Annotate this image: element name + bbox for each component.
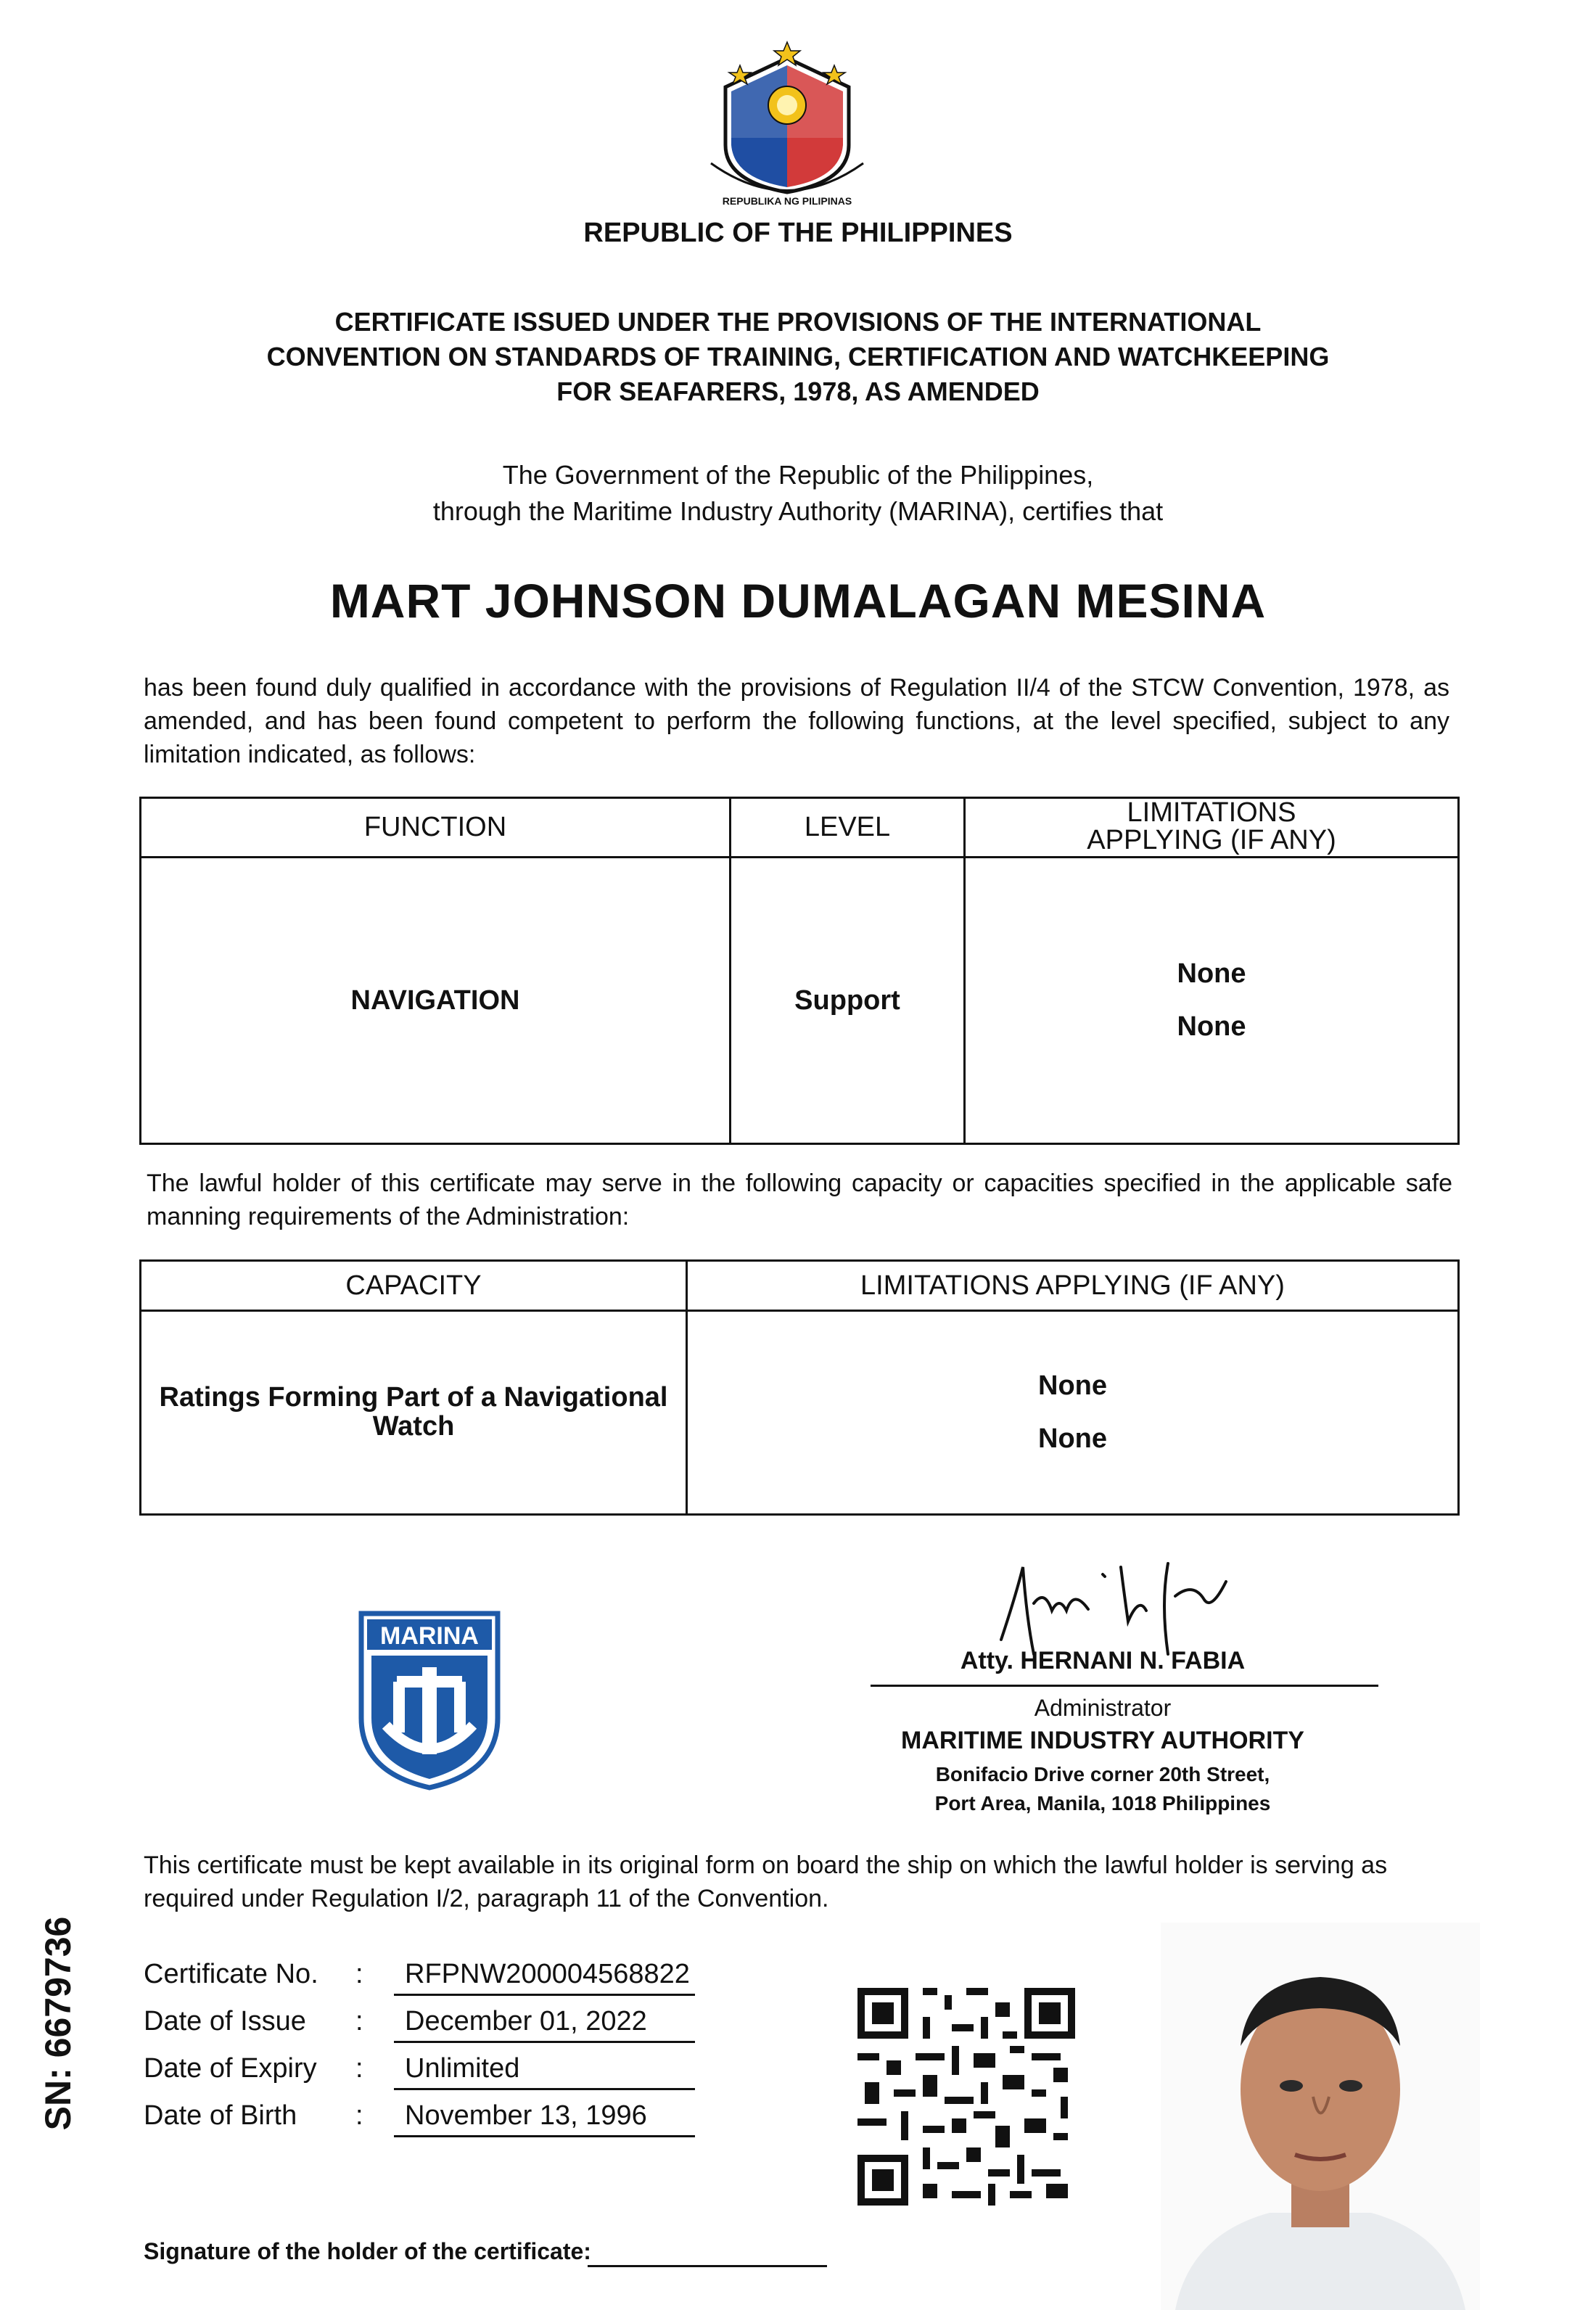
administrator-title: Administrator <box>1034 1695 1172 1721</box>
intro-line: through the Maritime Industry Authority (MARINA), certifies that <box>432 496 1164 526</box>
holder-photo <box>1161 1923 1480 2310</box>
certificate-number: RFPNW200004568822 <box>405 1959 690 1989</box>
detail-colon: : <box>355 2053 363 2084</box>
address-line: Port Area, Manila, 1018 Philippines <box>934 1792 1271 1814</box>
keep-on-board-notice: This certificate must be kept available in its original form on board the ship on which the lawful holder is serving as required under Regulation I/2, paragraph 11 of the Convention. <box>144 1851 1388 1912</box>
capacity-text: Ratings Forming Part of a Navigational Watch <box>159 1382 668 1442</box>
title-line: CONVENTION ON STANDARDS OF TRAINING, CERTIFICATION AND WATCHKEEPING <box>266 342 1330 371</box>
table-row <box>141 858 1459 1144</box>
limitations-header: LIMITATIONS APPLYING (IF ANY) <box>1087 797 1336 855</box>
intro-line: The Government of the Republic of the Philippines, <box>502 460 1094 490</box>
detail-label: Date of Birth <box>144 2100 297 2131</box>
limitation-value: None <box>1038 1423 1107 1454</box>
holder-name: MART JOHNSON DUMALAGAN MESINA <box>329 574 1267 628</box>
limitation-value: None <box>1038 1370 1107 1401</box>
column-header: LIMITATIONS APPLYING (IF ANY) <box>687 1261 1459 1311</box>
qualification-statement: has been found duly qualified in accordance with the provisions of Regulation II/4 of the STCW Convention, 1978, as amended, and has been found competent to perform the following functions, at the level specified, subject to any limitation indicated, as follows: <box>144 674 1449 768</box>
intro-statement <box>218 457 1378 530</box>
address-line: Bonifacio Drive corner 20th Street, <box>935 1763 1270 1785</box>
title-line: FOR SEAFARERS, 1978, AS AMENDED <box>556 377 1040 406</box>
philippine-seal-icon <box>696 36 878 214</box>
serial-number: SN: 6679736 <box>38 1916 78 2131</box>
detail-colon: : <box>355 2006 363 2036</box>
limitations-cell <box>687 1311 1459 1515</box>
capacity-value <box>141 1311 687 1515</box>
date-of-expiry: Unlimited <box>405 2053 520 2084</box>
capacity-table <box>139 1259 1460 1516</box>
holder-signature-line <box>588 2265 827 2267</box>
limitation-value: None <box>1177 958 1246 989</box>
value-underline <box>394 2041 695 2043</box>
detail-label: Date of Expiry <box>144 2053 317 2084</box>
level-value: Support <box>731 858 965 1144</box>
function-value: NAVIGATION <box>141 858 731 1144</box>
certificate-title <box>181 305 1415 409</box>
marina-logo-icon <box>357 1609 502 1791</box>
limitation-value: None <box>1177 1011 1246 1042</box>
country-heading: REPUBLIC OF THE PHILIPPINES <box>583 218 1013 248</box>
administrator-signature <box>994 1553 1233 1661</box>
value-underline <box>394 1994 695 1996</box>
column-header: CAPACITY <box>141 1261 687 1311</box>
authority-name: MARITIME INDUSTRY AUTHORITY <box>901 1727 1304 1754</box>
detail-colon: : <box>355 2100 363 2131</box>
administrator-name: Atty. HERNANI N. FABIA <box>960 1647 1246 1674</box>
date-of-issue: December 01, 2022 <box>405 2006 647 2036</box>
table-row <box>141 1311 1459 1515</box>
capacity-statement: The lawful holder of this certificate may serve in the following capacity or capacities specified in the applicable safe manning requirements of the Administration: <box>147 1170 1452 1230</box>
holder-signature-label: Signature of the holder of the certificate: <box>144 2238 591 2264</box>
column-header <box>965 798 1459 858</box>
table-header-row <box>141 1261 1459 1311</box>
limitations-cell <box>965 858 1459 1144</box>
detail-colon: : <box>355 1959 363 1989</box>
detail-label: Date of Issue <box>144 2006 306 2036</box>
title-line: CERTIFICATE ISSUED UNDER THE PROVISIONS OF THE INTERNATIONAL <box>334 307 1262 337</box>
signature-line <box>871 1685 1378 1687</box>
svg-text:REPUBLIKA NG PILIPINAS: REPUBLIKA NG PILIPINAS <box>722 195 852 207</box>
function-table <box>139 797 1460 1145</box>
table-header-row <box>141 798 1459 858</box>
column-header: LEVEL <box>731 798 965 858</box>
date-of-birth: November 13, 1996 <box>405 2100 647 2131</box>
column-header: FUNCTION <box>141 798 731 858</box>
value-underline <box>394 2088 695 2090</box>
value-underline <box>394 2135 695 2137</box>
marina-logo-text: MARINA <box>380 1622 479 1650</box>
qr-code-icon <box>857 1988 1075 2206</box>
detail-label: Certificate No. <box>144 1959 318 1989</box>
